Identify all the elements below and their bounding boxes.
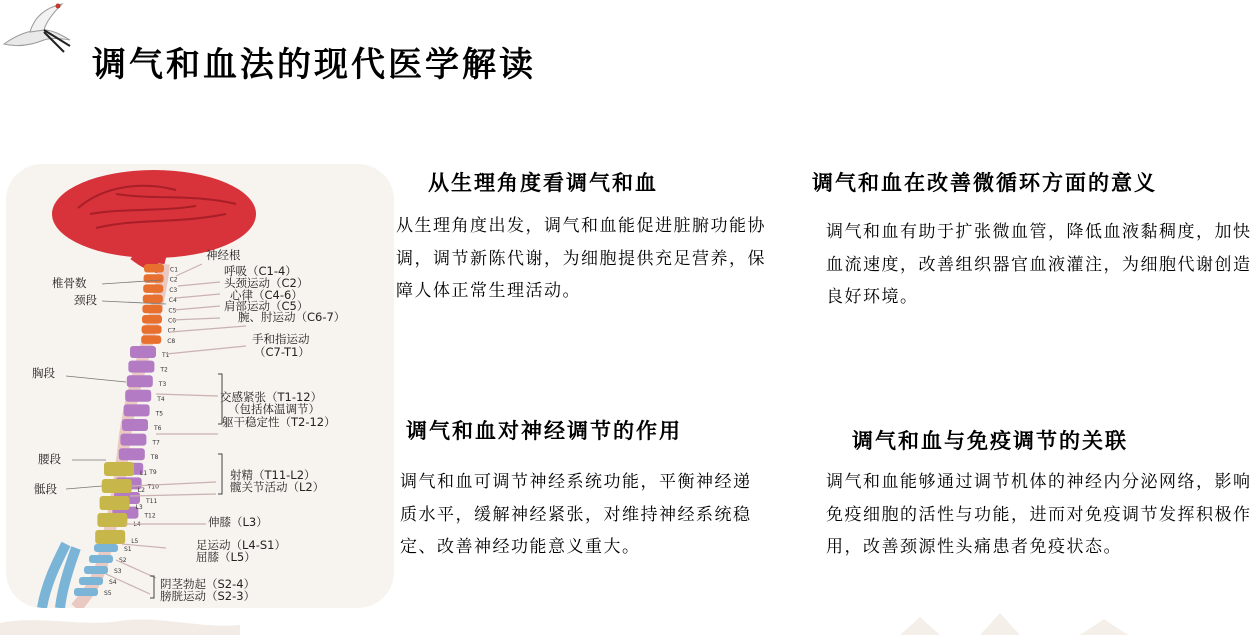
section-heading-physiology: 从生理角度看调气和血 — [428, 170, 658, 196]
segment-label-c2: C2 — [169, 276, 178, 284]
segment-label-t5: T5 — [155, 410, 164, 418]
section-heading-immune: 调气和血与免疫调节的关联 — [852, 428, 1128, 454]
vertebra-l5 — [95, 530, 125, 544]
segment-label-c4: C4 — [168, 297, 177, 305]
vertebra-s1 — [94, 544, 118, 552]
vertebra-c6 — [142, 315, 162, 324]
segment-label-l1: L1 — [140, 470, 148, 477]
sacral-segment-label: 骶段 — [34, 482, 57, 496]
lumbar-segment-label: 腰段 — [38, 452, 61, 466]
nerve-root-label: 神经根 — [206, 248, 241, 262]
segment-label-t4: T4 — [157, 395, 165, 403]
erection-label: 阴茎勃起（S2-4） — [160, 577, 256, 591]
hand-finger-label: 手和指运动 — [252, 332, 310, 346]
heartbeat-label: 心律（C4-6） — [230, 288, 303, 302]
breathing-label: 呼吸（C1-4） — [224, 264, 297, 278]
cervical-segment-label: 颈段 — [74, 293, 97, 307]
segment-label-s4: S4 — [109, 579, 117, 586]
vertebra-s2 — [89, 555, 113, 563]
vertebra-c7 — [142, 325, 162, 334]
vertebra-s3 — [84, 566, 108, 574]
vertebra-l2 — [102, 479, 132, 493]
vertebra-t4 — [125, 390, 151, 402]
vertebra-c5 — [142, 305, 162, 314]
vertebra-t1 — [130, 346, 156, 358]
vertebra-l1 — [104, 462, 134, 476]
vertebra-t7 — [120, 434, 146, 446]
segment-label-t6: T6 — [154, 425, 162, 432]
thoracic-segment-label: 胸段 — [32, 366, 55, 380]
ejaculation-label: 射精（T11-L2） — [230, 468, 316, 482]
knee-flexion-label: 屈膝（L5） — [196, 550, 256, 564]
segment-label-t9: T9 — [149, 468, 157, 476]
segment-label-t10: T10 — [147, 483, 159, 491]
sacral-nerve-bundle — [42, 544, 76, 608]
section-heading-neural: 调气和血对神经调节的作用 — [406, 418, 682, 444]
vertebra-count-label: 椎骨数 — [52, 276, 87, 290]
segment-label-s2: S2 — [119, 557, 127, 564]
segment-label-s5: S5 — [104, 590, 112, 597]
vertebra-t8 — [119, 448, 145, 460]
segment-label-c3: C3 — [169, 286, 178, 294]
foot-movement-label: 足运动（L4-S1） — [196, 538, 286, 552]
page-title: 调气和血法的现代医学解读 — [92, 44, 536, 85]
vertebra-c1 — [144, 264, 164, 273]
knee-extension-label: 伸膝（L3） — [208, 515, 268, 529]
body-temp-label: （包括体温调节） — [228, 402, 320, 416]
vertebra-s4 — [79, 577, 103, 585]
segment-label-l5: L5 — [131, 538, 139, 545]
segment-label-c5: C5 — [168, 307, 177, 315]
spinal-cord-illustration — [6, 164, 394, 608]
vertebra-t2 — [128, 361, 154, 373]
trunk-stability-label: 躯干稳定性（T2-12） — [222, 415, 336, 429]
sympathetic-label: 交感紧张（T1-12） — [220, 390, 323, 404]
vertebra-l4 — [97, 513, 127, 527]
vertebra-c4 — [143, 295, 163, 304]
vertebra-t5 — [124, 404, 150, 416]
vertebra-l3 — [100, 496, 130, 510]
segment-label-t12: T12 — [144, 512, 156, 520]
section-heading-microcirculation: 调气和血在改善微循环方面的意义 — [812, 170, 1157, 196]
segment-label-l2: L2 — [137, 487, 145, 494]
vertebra-c3 — [143, 284, 163, 293]
section-body-physiology: 从生理角度出发，调气和血能促进脏腑功能协调，调节新陈代谢，为细胞提供充足营养，保障人体正常生理活动。 — [396, 216, 766, 301]
segment-label-c6: C6 — [168, 317, 177, 325]
head-neck-label: 头颈运动（C2） — [224, 276, 309, 290]
wrist-elbow-label: 腕、肘运动（C6-7） — [238, 310, 346, 324]
hand-finger-code-label: （C7-T1） — [254, 345, 310, 359]
bottom-decoration — [0, 605, 1260, 635]
segment-label-t1: T1 — [162, 352, 170, 359]
segment-label-l3: L3 — [135, 504, 143, 511]
vertebra-c8 — [141, 335, 161, 344]
segment-label-t7: T7 — [152, 439, 160, 447]
vertebra-t3 — [127, 375, 153, 387]
crane-logo — [0, 0, 78, 62]
segment-label-t11: T11 — [146, 498, 158, 505]
vertebra-t6 — [122, 419, 148, 431]
segment-label-c8: C8 — [167, 337, 176, 345]
segment-label-l4: L4 — [133, 521, 141, 528]
segment-label-s1: S1 — [124, 546, 132, 553]
segment-label-c7: C7 — [167, 327, 176, 335]
shoulder-label: 肩部运动（C5） — [224, 299, 309, 313]
section-body-neural: 调气和血可调节神经系统功能，平衡神经递质水平，缓解神经紧张，对维持神经系统稳定、改善神经功能意义重大。 — [400, 472, 752, 557]
segment-label-t2: T2 — [160, 366, 168, 374]
hip-joint-label: 髋关节活动（L2） — [230, 480, 325, 494]
vertebra-s5 — [74, 588, 98, 596]
segment-label-t8: T8 — [150, 454, 159, 462]
section-body-immune: 调气和血能够通过调节机体的神经内分泌网络，影响免疫细胞的活性与功能，进而对免疫调节发挥积极作用，改善颈源性头痛患者免疫状态。 — [826, 472, 1252, 557]
bladder-label: 膀胱运动（S2-3） — [160, 589, 256, 603]
segment-label-t3: T3 — [158, 381, 167, 389]
segment-label-c1: C1 — [170, 266, 179, 274]
segment-label-s3: S3 — [114, 568, 122, 575]
section-body-microcirculation: 调气和血有助于扩张微血管，降低血液黏稠度，加快血流速度，改善组织器官血液灌注，为细胞代谢创造良好环境。 — [826, 222, 1252, 307]
